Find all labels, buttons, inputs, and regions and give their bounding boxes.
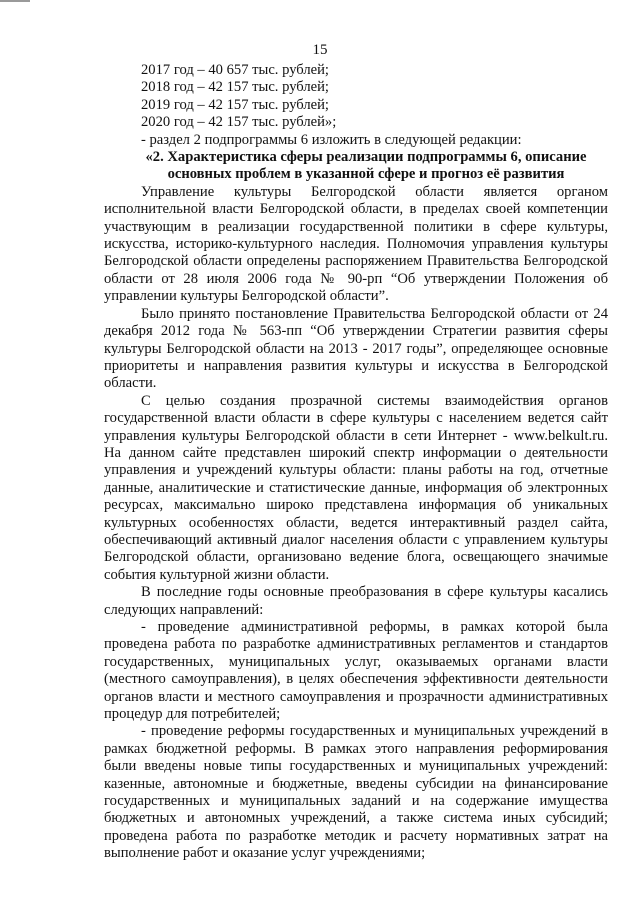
scan-corner-mark <box>0 0 30 2</box>
budget-line-2020: 2020 год – 42 157 тыс. рублей»; <box>141 114 337 131</box>
direction-institution-reform: - проведение реформы государственных и муниципальных учреждений в рамках бюджетной реформы. В рамках этого направления реформирования были введены новые типы государственных и муниципальных учреждений: казенные, автономные и бюджетные, введены субсидии на финансирование государственных и муниципальных заданий и на содержание имущества бюджетных и автономных учреждений, а также система иных субсидий; проведена работа по разработке методик и расчету нормативных затрат на выполнение работ и оказание услуг учреждениями; <box>104 723 608 862</box>
paragraph-reform-intro: В последние годы основные преобразования в сфере культуры касались следующих направлений: <box>104 584 608 618</box>
amendment-instruction: - раздел 2 подпрограммы 6 изложить в следующей редакции: <box>141 131 522 148</box>
budget-line-2017: 2017 год – 40 657 тыс. рублей; <box>141 62 329 78</box>
budget-line-2019: 2019 год – 42 157 тыс. рублей; <box>141 96 329 113</box>
direction-administrative-reform: - проведение административной реформы, в рамках которой была проведена работа по разработке административных регламентов и стандартов государственных, муниципальных услуг, оказываемых органами власти (местного самоуправления), в целях обеспечения эффективности деятельности органов власти и местного самоуправления и прозрачности административных процедур для потребителей; <box>104 619 608 723</box>
paragraph-culture-department: Управление культуры Белгородской области является органом исполнительной власти Белгородской области, в пределах своей компетенции участвующим в реализации государственной политики в сфере культуры, искусства, историко-культурного наследия. Полномочия управления культуры Белгородской области определены распоряжением Правительства Белгородской области от 28 июля 2006 года № 90-рп “Об утверждении Положения об управлении культуры Белгородской области”. <box>104 183 608 305</box>
budget-line-2018: 2018 год – 42 157 тыс. рублей; <box>141 79 329 96</box>
page-number: 15 <box>312 42 328 58</box>
section-heading: «2. Характеристика сферы реализации подпрограммы 6, описание основных проблем в указанной сфере и прогноз её развития <box>145 149 587 183</box>
paragraph-website: С целью создания прозрачной системы взаимодействия органов государственной власти области в сфере культуры с населением ведется сайт управления культуры Белгородской области в сети Интернет - www.belkult.ru. На данном сайте представлен широкий спектр информации о деятельности управления и учреждений культуры области: планы работы на год, отчетные данные, аналитические и статистические данные, информация об электронных ресурсах, максимально широко представлена информация об уникальных культурных особенностях области, ведется интерактивный раздел сайта, обеспечивающий активный диалог населения области с управлением культуры Белгородской области, организовано ведение блога, освещающего значимые события культурной жизни области. <box>104 392 608 583</box>
document-body <box>104 62 608 863</box>
paragraph-strategy-resolution: Было принято постановление Правительства Белгородской области от 24 декабря 2012 года № 563-пп “Об утверждении Стратегии развития сферы культуры Белгородской области на 2013 - 2017 годы”, определяющее основные приоритеты и направления развития культуры и искусства в Белгородской области. <box>104 305 608 392</box>
